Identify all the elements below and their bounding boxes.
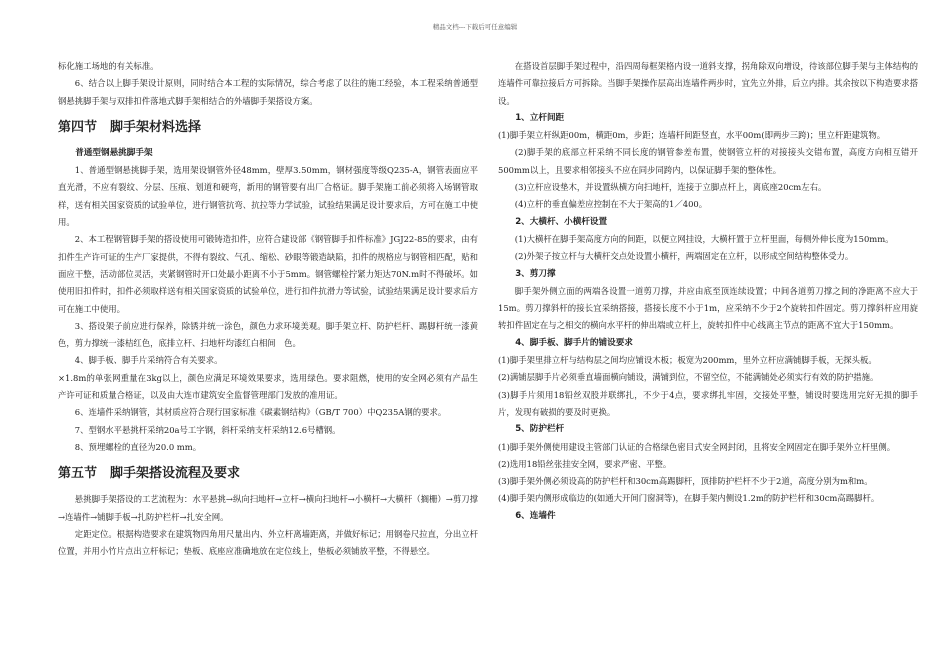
paragraph: (1)大横杆在脚手架高度方向的间距，以便立网挂设，大横杆置于立杆里面，每侧外伸长度为150mm。 [514, 233, 894, 244]
subsection-title: 4、脚手板、脚手片的铺设要求 [515, 337, 633, 348]
paragraph: 脚手架外侧立面的两端各设置一道剪刀撑，并应由底至顶连续设置；中间各道剪刀撑之间的净距离不应大于15m。剪刀撑斜杆的接长宜采纳搭接，搭接长度不小于1m，应采纳不少于2个旋转扣件固定。剪刀撑斜杆应用旋转扣件固定在与之相交的横向水平杆的伸出端或立杆上，旋转扣件中心线离主节点的距离不宜大于150mm。 [498, 285, 918, 331]
paragraph: (3)脚手片须用18铅丝双股并联绑扎，不少于4点，要求绑扎牢固，交接处平整，铺设时要选用完好无损的脚手片，发现有破损的要及时更换。 [498, 389, 918, 417]
paragraph: 定距定位。根据构造要求在建筑物四角用尺量出内、外立杆离墙距离，并做好标记；用钢卷尺拉直，分出立杆位置，并用小竹片点出立杆标记；垫板、底座应准确地放在定位线上，垫板必须铺放平整，不得悬空。 [58, 528, 478, 557]
paragraph: 6、连墙件采纳钢管，其材质应符合现行国家标准《碳素钢结构》（GB/T 700）中Q235A钢的要求。 [74, 407, 447, 418]
paragraph: (3)脚手架外侧必须设高的防护栏杆和30cm高踢脚杆，顶排防护栏杆不少于2道，高度分别为m和m。 [498, 476, 873, 487]
paragraph: (2)选用18铅丝张挂安全网，要求严密、平整。 [498, 458, 672, 469]
paragraph: (2)脚手架的底部立杆采纳不同长度的钢管参差布置，使钢管立杆的对接接头交错布置，高度方向相互错开500mm以上，且要求相邻接头不应在同步同跨内，以保证脚手架的整体性。 [498, 147, 918, 175]
paragraph: 1、普通型钢悬挑脚手架，选用架设钢管外径48mm，壁厚3.50mm，钢材强度等级Q235-A，钢管表面应平直光滑，不应有裂纹、分层、压痕、划道和硬弯，新用的钢管要有出厂合格证。脚手架施工前必须将入场钢管取样，送有相关国家资质的试验单位，进行钢管抗弯、抗拉等力学试验，试验结果满足设计要求后，方可在施工中使用。 [58, 165, 478, 228]
paragraph: 标化施工场地的有关标准。 [58, 61, 159, 71]
subsection-title: 1、立杆间距 [515, 112, 565, 123]
subsection-title: 5、防护栏杆 [515, 424, 565, 435]
section-5-title: 第五节 脚手架搭设流程及要求 [58, 466, 241, 482]
right-column [498, 58, 918, 525]
paragraph: 7、型钢水平悬挑杆采纳20a号工字钢，斜杆采纳支杆采纳12.6号槽钢。 [74, 424, 341, 435]
paragraph: (4)脚手架内侧形成临边的(如通大开间门窗洞等)，在脚手架内侧设1.2m的防护栏杆和30cm高踢脚杆。 [498, 493, 880, 504]
paragraph: (1)脚手架立杆纵距00m，横距0m，步距；连墙杆间距竖直，水平00m(即两步三跨)；里立杆距建筑物。 [498, 130, 886, 141]
paragraph: ×1.8m的单张网重量在3kg以上，颜色应满足环境效果要求，选用绿色。要求阻燃，使用的安全网必须有产品生产许可证和质量合格证，以及由大连市建筑安全监督管理部门发放的准用证。 [58, 372, 478, 401]
paragraph: 3、搭设架子前应进行保养，除锈并统一涂色，颜色力求环境美观。脚手架立杆、防护栏杆、踢脚杆统一漆黄色，剪力撑统一漆桔红色，底排立杆、扫地杆均漆红白相间 色。 [58, 320, 478, 349]
subsection-title: 普通型钢悬挑脚手架 [75, 147, 153, 158]
paragraph: 8、预埋螺栓的直径为20.0 mm。 [74, 441, 202, 452]
left-column [58, 58, 478, 560]
section-4-title: 第四节 脚手架材料选择 [58, 119, 202, 135]
subsection-title: 6、连墙件 [515, 510, 556, 521]
paragraph: (1)脚手架外侧使用建设主管部门认证的合格绿色密目式安全网封闭，且将安全网固定在脚手架外立杆里侧。 [498, 441, 896, 452]
paragraph: 2、本工程钢管脚手架的搭设使用可锻铸造扣件，应符合建设部《钢管脚手扣件标准》JGJ22-85的要求，由有扣件生产许可证的生产厂家提供，不得有裂纹、气孔、缩松、砂眼等锻造缺陷，扣件的规格应与钢管相匹配，贴和面应干整，活动部位灵活，夹紧钢管时开口处最小距离不小于5mm。钢管螺栓拧紧力矩达70N.m时不得破坏。如使用旧扣件时，扣件必须取样送有相关国家资质的试验单位，进行扣件抗滑力等试验，试验结果满足设计要求后方可在施工中使用。 [58, 234, 478, 314]
paragraph: (1)脚手架里排立杆与结构层之间均应铺设木板；板宽为200mm，里外立杆应满铺脚手板，无探头板。 [498, 355, 877, 366]
paragraph: (4)立杆的垂直偏差应控制在不大于架高的1／400。 [514, 199, 708, 210]
paragraph: 在搭设首层脚手架过程中，沿四周每框架格内设一道斜支撑，拐角除双向增设，待该部位脚手架与主体结构的连墙件可靠拉接后方可拆除。当脚手架操作层高出连墙件两步时，宜先立外排，后立内排。其余按以下构造要求搭设。 [498, 61, 918, 106]
header-note: 精品文档---下载后可任意编辑 [432, 23, 518, 31]
paragraph: (2)满铺层脚手片必须垂直墙面横向铺设，满铺到位，不留空位，不能满铺处必须实行有效的防护措施。 [498, 372, 879, 383]
paragraph: 悬挑脚手架搭设的工艺流程为：水平悬挑→纵向扫地杆→立杆→横向扫地杆→小横杆→大横杆（搁栅）→剪刀撑→连墙件→铺脚手板→扎防护栏杆→扎安全网。 [58, 494, 478, 522]
subsection-title: 3、剪刀撑 [515, 268, 556, 279]
subsection-title: 2、大横杆、小横杆设置 [515, 216, 608, 227]
paragraph: 6、结合以上脚手架设计原则，同时结合本工程的实际情况，综合考虑了以往的施工经验，本工程采纳普通型钢悬挑脚手架与双排扣件落地式脚手架相结合的外墙脚手架搭设方案。 [58, 78, 478, 106]
paragraph: (2)外架子按立杆与大横杆交点处设置小横杆，两端固定在立杆，以形成空间结构整体受力。 [514, 251, 854, 262]
paragraph: 4、脚手板、脚手片采纳符合有关要求。 [74, 355, 223, 366]
paragraph: (3)立杆应设垫木，并设置纵横方向扫地杆，连接于立脚点杆上，离底座20cm左右。 [514, 182, 827, 193]
